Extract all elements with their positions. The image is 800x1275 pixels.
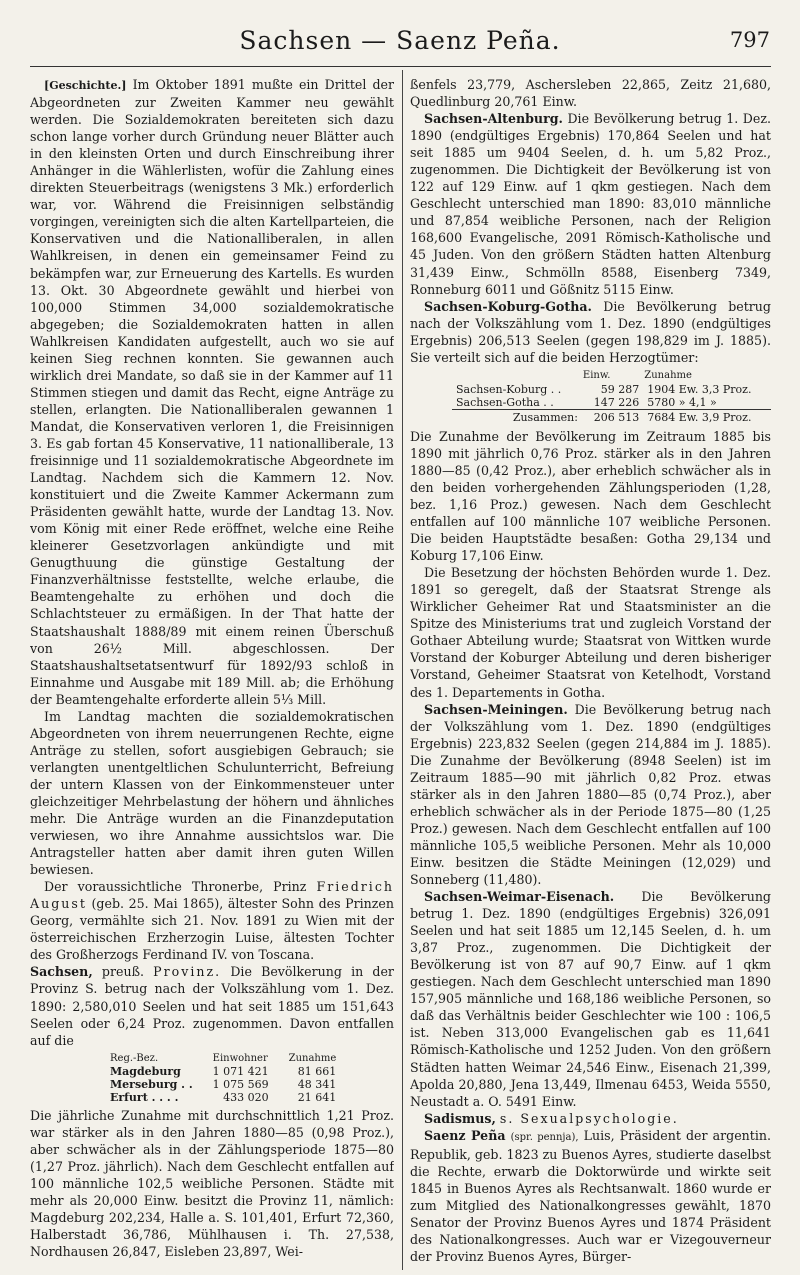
entry-sadismus: [410, 1110, 771, 1127]
entry-qualifier: preuß.: [101, 964, 144, 980]
table-herzogtuemer: [452, 368, 771, 424]
entry-sachsen-koburg-gotha: [410, 298, 771, 366]
entry-headword: Sachsen,: [30, 964, 93, 980]
paragraph-text: Die Bevölkerung betrug 1. Dez. 1890 (endgültiges Ergebnis) 170,864 Seelen und hat seit 1885 um 9404 Seelen, d. h. um 5,82 Proz., zugenommen. Die Dichtigkeit der Bevölkerung ist von 122 auf 129 Einw. auf 1 qkm gestiegen. Nach dem Geschlecht unterschied man 1890: 83,010 männliche und 87,854 weibliche Personen, nach der Religion 168,600 Evangelische, 2091 Römisch-Katholische und 45 Juden. Von den größern Städten hatten Altenburg 31,439 Einw., Schmölln 8588, Eisenberg 7349, Ronneburg 6011 und Gößnitz 5115 Einw.: [410, 111, 771, 297]
table-row: [100, 1065, 346, 1078]
entry-headword: Saenz Peña: [424, 1127, 506, 1143]
entry-headword: Sachsen-Altenburg.: [424, 111, 563, 127]
entry-headword: Sachsen-Weimar-Eisenach.: [424, 889, 615, 905]
table-cell: Merseburg . .: [110, 1077, 193, 1091]
table-cell: 147 226: [593, 395, 640, 409]
entry-sachsen-altenburg: [410, 110, 771, 298]
table-header-cell: [452, 368, 582, 383]
paragraph-thronerbe: [30, 878, 394, 963]
paragraph-text: (geb. 25. Mai 1865), ältester Sohn des Prinzen Georg, vermählte sich 21. Nov. 1891 zu Wien mit der österreichischen Erzherzogin Luise, ältesten Tochter des Großherzogs Ferdinand IV. von Toscana.: [30, 896, 394, 963]
paragraph-landtag: Im Landtag machten die sozialdemokratischen Abgeordneten von ihrem neuerrungenen Rechte, eigne Anträge zu stellen, sofort ausgiebigen Gebrauch; sie verlangten unentgeltlichen Schulunterricht, Befreiung der untern Klassen von der Einkommensteuer unter gleichzeitiger Mehrbelastung der höhern und ähnliches mehr. Die Anträge wurden an die Finanzdeputation verwiesen, wo ihre Annahme aussichtslos war. Die Antragsteller hatten aber damit ihren guten Willen bewiesen.: [30, 708, 394, 878]
paragraph-text: Die Bevölkerung betrug nach der Volkszählung vom 1. Dez. 1890 (endgültiges Ergebnis) 223,832 Seelen (gegen 214,884 im J. 1885). Die Zunahme der Bevölkerung (8948 Seelen) ist im Zeitraum 1885—90 mit jährlich 0,82 Proz. etwas stärker als in den Jahren 1880—85 (0,74 Proz.), aber erheblich schwächer als in der Periode 1875—80 (1,25 Proz.) gewesen. Nach dem Geschlecht entfallen auf 100 männliche 105,5 weibliche Personen. Mehr als 10,000 Einw. besitzen die Städte Meiningen (12,029) und Sonneberg (11,480).: [410, 701, 771, 888]
entry-saenz-pena: [410, 1127, 771, 1265]
paragraph-text: Die Bevölkerung in der Provinz S. betrug nach der Volkszählung vom 1. Dez. 1890: 2,580,010 Seelen und hat seit 1885 um 151,643 Seelen oder 6,24 Proz. zugenommen. Davon entfallen auf die: [30, 964, 394, 1048]
table-regierungsbezirke: [100, 1052, 346, 1104]
table-header-cell: Reg.-Bez.: [110, 1052, 159, 1064]
table-cell: Erfurt . . . .: [110, 1090, 179, 1104]
table-cell: Sachsen-Koburg . .: [456, 382, 562, 396]
table-header-row: [100, 1052, 346, 1065]
table-row: [100, 1078, 346, 1091]
table-cell: 1 075 569: [212, 1077, 269, 1091]
entry-headword: Sadismus,: [424, 1110, 496, 1126]
person-name: Friedrich August: [30, 879, 394, 912]
section-label: [Geschichte.]: [44, 79, 127, 92]
table-header-cell: Zunahme: [644, 369, 692, 381]
table-cell: 21 641: [297, 1090, 337, 1104]
table-cell: 59 287: [600, 382, 640, 396]
running-header: [0, 0, 800, 58]
table-cell: 1 071 421: [212, 1064, 269, 1078]
table-header-cell: Zunahme: [288, 1052, 337, 1064]
entry-sachsen-provinz: [30, 963, 394, 1048]
paragraph-behoerden: Die Besetzung der höchsten Behörden wurde 1. Dez. 1891 so geregelt, daß der Staatsrat Strenge als Wirklicher Geheimer Rat und Staatsminister an die Spitze des Ministeriums trat und zugleich Vorstand der Gothaer Abteilung wurde; Staatsrat von Wittken wurde Vorstand der Koburger Abteilung und deren bisheriger Vorstand, Geheimer Staatsrat von Ketelhodt, Vorstand des 1. Departements in Gotha.: [410, 565, 771, 700]
cross-reference: s. Sexualpsychologie.: [499, 1110, 679, 1126]
left-column: [30, 76, 394, 1271]
pronunciation: (spr. pennja),: [510, 1131, 579, 1143]
entry-headword: Sachsen-Meiningen.: [424, 701, 568, 717]
table-cell: 5780 » 4,1 »: [647, 395, 717, 409]
table-row: [452, 383, 771, 396]
table-header-cell: Einwohner: [212, 1052, 268, 1064]
paragraph-text: Der voraussichtliche Thronerbe, Prinz: [44, 879, 307, 895]
table-cell: 206 513: [582, 409, 643, 424]
header-rule: [30, 66, 771, 67]
entry-headword: Sachsen-Koburg-Gotha.: [424, 298, 592, 314]
paragraph-text: Die Bevölkerung betrug nach der Volkszählung vom 1. Dez. 1890 (endgültiges Ergebnis) 206,513 Seelen (gegen 198,829 im J. 1885). Sie verteilt sich auf die beiden Herzogtümer:: [410, 298, 771, 365]
entry-sachsen-meiningen: [410, 701, 771, 889]
table-row: [452, 396, 771, 410]
table-cell: 81 661: [297, 1064, 337, 1078]
entry-sachsen-weimar-eisenach: [410, 888, 771, 1110]
table-cell: Zusammen:: [452, 409, 582, 424]
paragraph-koburg-zunahme: Die Zunahme der Bevölkerung im Zeitraum 1885 bis 1890 mit jährlich 0,76 Proz. stärker als in den Jahren 1880—85 (0,42 Proz.), aber erheblich schwächer als in den beiden vorhergehenden Zählungsperioden (1,28, bez. 1,16 Proz.) gewesen. Nach dem Geschlecht entfallen auf 100 männliche 107 weibliche Personen. Die beiden Hauptstädte besaßen: Gotha 29,134 und Koburg 17,106 Einw.: [410, 428, 771, 564]
table-header-cell: Einw.: [582, 369, 611, 381]
table-row: [100, 1091, 346, 1104]
table-cell: 7684 Ew. 3,9 Proz.: [643, 409, 771, 424]
paragraph-continuation: ßenfels 23,779, Aschersleben 22,865, Zeitz 21,680, Quedlinburg 20,761 Einw.: [410, 77, 771, 110]
entry-qualifier: Provinz.: [153, 964, 222, 980]
table-header-row: [452, 368, 771, 383]
table-cell: Magdeburg: [110, 1064, 181, 1078]
page-number: 797: [729, 28, 770, 52]
table-cell: 433 020: [223, 1090, 269, 1104]
paragraph-text: Im Oktober 1891 mußte ein Drittel der Abgeordneten zur Zweiten Kammer neu gewählt werden. Die Sozialdemokraten bereiteten sich dazu schon lange vorher durch Gründung neuer Blätter auch in den kleinsten Orten und durch Einschreibung ihrer Anhänger in die Wählerlisten, wofür die Zahlung eines direkten Steuerbeitrags (wenigstens 3 Mk.) erforderlich war, vor. Während die Freisinnigen selbständig vorgingen, vereinigten sich die alten Kartellparteien, die Konservativen und die Nationalliberalen, in allen Wahlkreisen, in denen ein gemeinsamer Feind zu bekämpfen war, zur Erneuerung des Kartells. Es wurden 13. Okt. 30 Abgeordnete gewählt und hierbei von 100,000 Stimmen 34,000 sozialdemokratische abgegeben; die Sozialdemokraten hatten in allen Wahlkreisen Kandidaten aufgestellt, auch wo sie auf keinen Sieg rechnen konnten. Sie gewannen auch wirklich drei Mandate, so daß sie in der Kammer auf 11 Stimmen stiegen und damit das Recht, eigne Anträge zu stellen, erlangten. Die Nationalliberalen gewannen 1 Mandat, die Konservativen verloren 1, die Freisinnigen 3. Es gab fortan 45 Konservative, 11 nationalliberale, 13 freisinnige und 11 sozialdemokratische Abgeordnete im Landtag. Nachdem sich die Kammern 12. Nov. konstituiert und die Zweite Kammer Ackermann zum Präsidenten gewählt hatte, wurde der Landtag 13. Nov. vom König mit einer Rede eröffnet, welche eine Reihe kleinerer Gesetzvorlagen ankündigte und mit Genugthuung die günstige Gestaltung der Finanzverhältnisse feststellte, welche erlaube, die Beamtengehalte zu erhöhen und doch die Schlachtsteuer zu ermäßigen. In der That hatte der Staatshaushalt 1888/89 mit einem reinen Überschuß von 26½ Mill. abgeschlossen. Der Staatshaushaltsetatsentwurf für 1892/93 schloß in Einnahme und Ausgabe mit 189 Mill. ab; die Erhöhung der Beamtengehalte erforderte allein 5⅓ Mill.: [30, 77, 394, 707]
table-cell: Sachsen-Gotha . .: [456, 395, 554, 409]
table-cell: 48 341: [297, 1077, 337, 1091]
column-divider: [402, 70, 403, 1270]
table-total-row: [452, 409, 771, 424]
right-column: [410, 76, 771, 1271]
paragraph-text: Luis, Präsident der argentin. Republik, geb. 1823 zu Buenos Ayres, studierte daselbst die Rechte, erwarb die Doktorwürde und wirkte seit 1845 in Buenos Ayres als Rechtsanwalt. 1860 wurde er zum Mitglied des Nationalkongresses gewählt, 1870 Senator der Provinz Buenos Ayres und 1874 Präsident des Nationalkongresses. Auch war er Vizegouverneur der Provinz Buenos Ayres, Bürger-: [410, 1127, 771, 1265]
paragraph-zunahme: Die jährliche Zunahme mit durchschnittlich 1,21 Proz. war stärker als in den Jahren 1880—85 (0,98 Proz.), aber schwächer als in der Zählungsperiode 1875—80 (1,27 Proz. jährlich). Nach dem Geschlecht entfallen auf 100 männliche 102,5 weibliche Personen. Städte mit mehr als 20,000 Einw. besitzt die Provinz 11, nämlich: Magdeburg 202,234, Halle a. S. 101,401, Erfurt 72,360, Halberstadt 36,786, Mühlhausen i. Th. 27,538, Nordhausen 26,847, Eisleben 23,897, Wei-: [30, 1107, 394, 1260]
table-cell: 1904 Ew. 3,3 Proz.: [647, 382, 752, 396]
paragraph-text: Die Bevölkerung betrug 1. Dez. 1890 (endgültiges Ergebnis) 326,091 Seelen und hat seit 1885 um 12,145 Seelen, d. h. um 3,87 Proz., zugenommen. Die Dichtigkeit der Bevölkerung ist von 87 auf 90,7 Einw. auf 1 qkm gestiegen. Nach dem Geschlecht unterschied man 1890 157,905 männliche und 168,186 weibliche Personen, so daß das Verhältnis beider Geschlechter wie 100 : 106,5 ist. Neben 313,000 Evangelischen gab es 11,641 Römisch-Katholische und 1252 Juden. Von den größern Städten hatten Weimar 24,546 Einw., Eisenach 21,399, Apolda 20,880, Jena 13,449, Ilmenau 6453, Weida 5550, Neustadt a. O. 5491 Einw.: [410, 889, 771, 1109]
header-title: Sachsen — Saenz Peña.: [239, 26, 561, 55]
paragraph-history: [30, 76, 394, 708]
